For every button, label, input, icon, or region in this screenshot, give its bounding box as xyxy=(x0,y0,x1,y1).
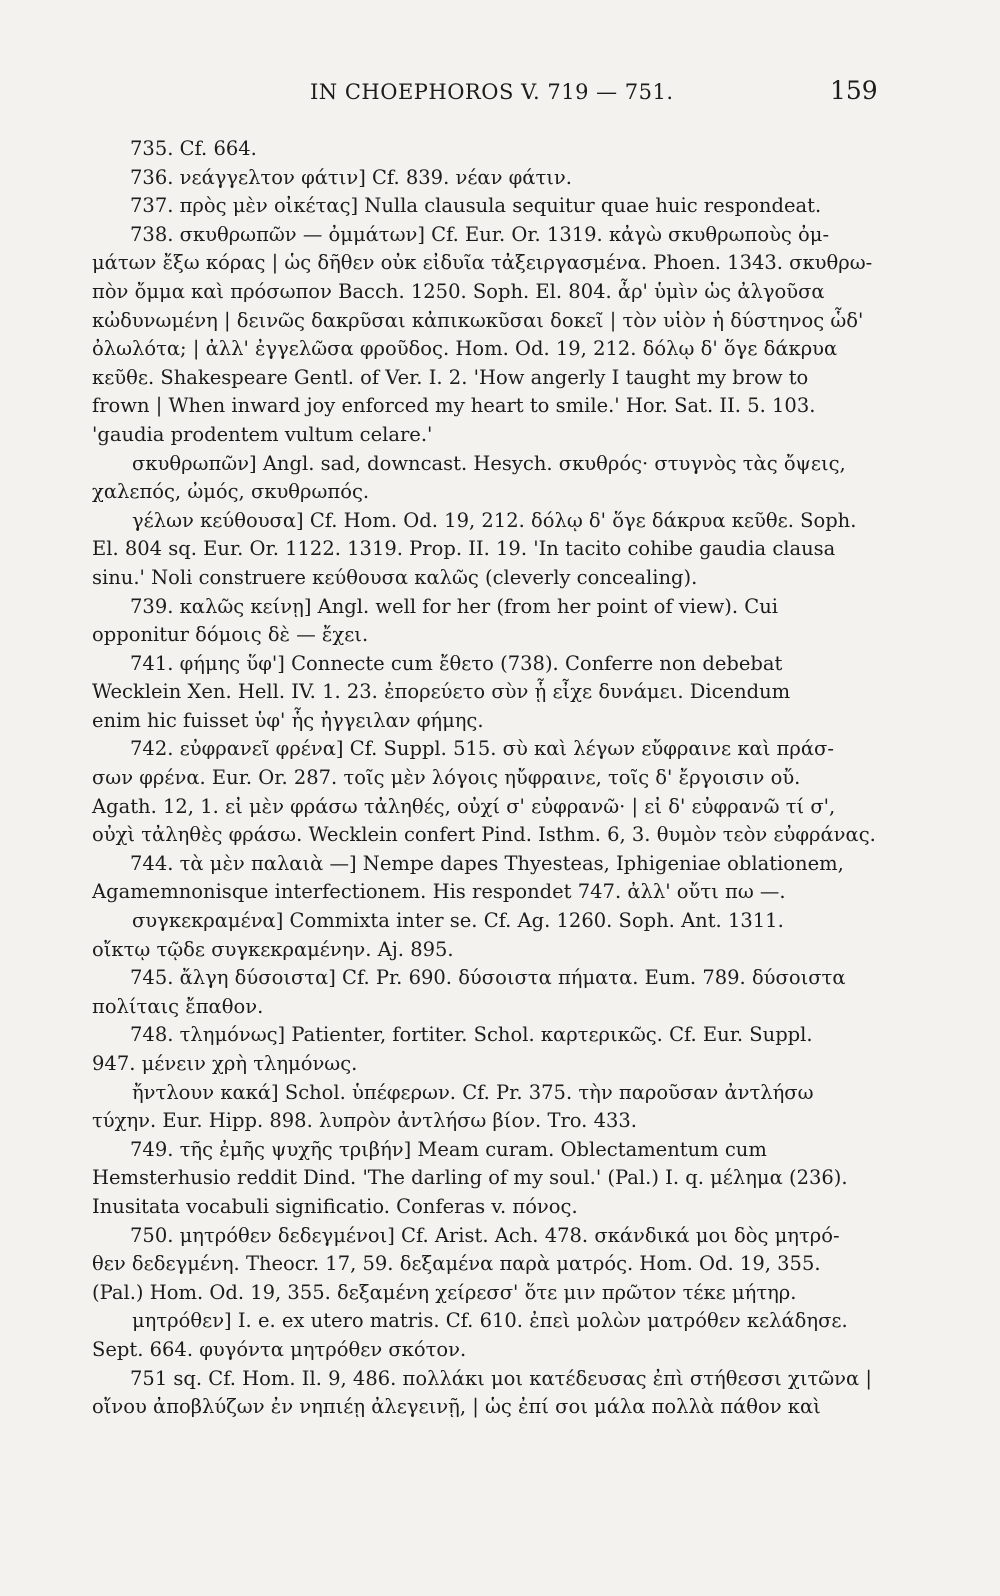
text-line: οἴνου ἀποβλύζων ἐν νηπιέῃ ἀλεγεινῇ, | ὡς ἐπί σοι μάλα πολλὰ πάθον καὶ xyxy=(92,1395,821,1419)
text-line: θεν δεδεγμένη. Theocr. 17, 59. δεξαμένα παρὰ ματρός. Hom. Od. 19, 355. xyxy=(92,1252,821,1276)
text-line: ἤντλουν κακά] Schol. ὑπέφερων. Cf. Pr. 375. τὴν παροῦσαν ἀντλήσω xyxy=(132,1080,814,1104)
text-line: συγκεκραμένα] Commixta inter se. Cf. Ag. 1260. Soph. Ant. 1311. xyxy=(132,909,784,933)
text-line: 745. ἄλγη δύσοιστα] Cf. Pr. 690. δύσοιστα πήματα. Eum. 789. δύσοιστα xyxy=(130,966,846,990)
text-line: 739. καλῶς κείνῃ] Angl. well for her (from her point of view). Cui xyxy=(130,594,778,618)
text-line: Agamemnonisque interfectionem. His respondet 747. ἀλλ' οὔτι πω —. xyxy=(92,880,786,904)
text-line: μάτων ἔξω κόρας | ὡς δῆθεν οὐκ εἰδυῖα τἀξειργασμένα. Phoen. 1343. σκυθρω- xyxy=(92,251,873,275)
text-line: Sept. 664. φυγόντα μητρόθεν σκότον. xyxy=(92,1337,467,1361)
commentary-text xyxy=(92,135,912,1422)
text-line: 735. Cf. 664. xyxy=(130,137,257,160)
running-head: IN CHOEPHOROS V. 719 — 751. xyxy=(310,80,674,104)
page-number: 159 xyxy=(830,76,878,105)
text-line: 748. τλημόνως] Patienter, fortiter. Schol. καρτερικῶς. Cf. Eur. Suppl. xyxy=(130,1023,813,1047)
text-line: El. 804 sq. Eur. Or. 1122. 1319. Prop. II. 19. 'In tacito cohibe gaudia clausa xyxy=(92,537,836,561)
text-line: σων φρένα. Eur. Or. 287. τοῖς μὲν λόγοις ηὔφραινε, τοῖς δ' ἔργοισιν οὔ. xyxy=(92,766,801,790)
text-line: enim hic fuisset ὑφ' ἧς ἠγγειλαν φήμης. xyxy=(92,708,484,732)
text-line: 741. φήμης ὕφ'] Connecte cum ἔθετο (738). Conferre non debebat xyxy=(130,651,783,675)
text-line: γέλων κεύθουσα] Cf. Hom. Od. 19, 212. δόλῳ δ' ὅγε δάκρυα κεῦθε. Soph. xyxy=(132,508,857,532)
text-line: χαλεπός, ὠμός, σκυθρωπός. xyxy=(92,480,370,504)
text-line: 742. εὐφρανεῖ φρένα] Cf. Suppl. 515. σὺ καὶ λέγων εὔφραινε καὶ πράσ- xyxy=(130,737,834,761)
text-line: Inusitata vocabuli significatio. Conferas v. πόνος. xyxy=(92,1194,578,1218)
text-line: frown | When inward joy enforced my heart to smile.' Hor. Sat. II. 5. 103. xyxy=(92,394,816,418)
text-line: σκυθρωπῶν] Angl. sad, downcast. Hesych. σκυθρός· στυγνὸς τὰς ὄψεις, xyxy=(132,451,846,475)
text-line: 737. πρὸς μὲν οἰκέτας] Nulla clausula sequitur quae huic respondeat. xyxy=(130,194,822,218)
text-line: 751 sq. Cf. Hom. Il. 9, 486. πολλάκι μοι κατέδευσας ἐπὶ στήθεσσι χιτῶνα | xyxy=(130,1366,872,1390)
text-line: οἴκτῳ τῷδε συγκεκραμένην. Aj. 895. xyxy=(92,937,454,961)
text-line: κεῦθε. Shakespeare Gentl. of Ver. I. 2. 'How angerly I taught my brow to xyxy=(92,365,809,389)
text-line: Agath. 12, 1. εἰ μὲν φράσω τἀληθές, οὐχί σ' εὐφρανῶ· | εἰ δ' εὐφρανῶ τί σ', xyxy=(92,794,836,818)
text-line: ὀλωλότα; | ἀλλ' ἐγγελῶσα φροῦδος. Hom. Od. 19, 212. δόλῳ δ' ὅγε δάκρυα xyxy=(92,337,838,361)
text-line: πὸν ὄμμα καὶ πρόσωπον Bacch. 1250. Soph. El. 804. ἆρ' ὑμὶν ὡς ἀλγοῦσα xyxy=(92,279,825,303)
text-line: 947. μένειν χρὴ τλημόνως. xyxy=(92,1052,358,1075)
text-line: 'gaudia prodentem vultum celare.' xyxy=(92,422,433,446)
text-line: οὐχὶ τἀληθὲς φράσω. Wecklein confert Pind. Isthm. 6, 3. θυμὸν τεὸν εὐφράνας. xyxy=(92,823,876,847)
text-line: opponitur δόμοις δὲ — ἔχει. xyxy=(92,623,369,647)
text-line: Wecklein Xen. Hell. IV. 1. 23. ἐπορεύετο σὺν ᾗ εἶχε δυνάμει. Dicendum xyxy=(92,680,791,704)
text-line: 744. τὰ μὲν παλαιὰ —] Nempe dapes Thyesteas, Iphigeniae oblationem, xyxy=(130,851,844,875)
text-line: 738. σκυθρωπῶν — ὀμμάτων] Cf. Eur. Or. 1319. κἀγὼ σκυθρωποὺς ὀμ- xyxy=(130,222,830,246)
text-line: τύχην. Eur. Hipp. 898. λυπρὸν ἀντλήσω βίον. Tro. 433. xyxy=(92,1109,637,1133)
text-line: 736. νεάγγελτον φάτιν] Cf. 839. νέαν φάτιν. xyxy=(130,165,572,189)
text-line: (Pal.) Hom. Od. 19, 355. δεξαμένη χείρεσσ' ὅτε μιν πρῶτον τέκε μήτηρ. xyxy=(92,1280,797,1304)
text-line: μητρόθεν] I. e. ex utero matris. Cf. 610. ἐπεὶ μολὼν ματρόθεν κελάδησε. xyxy=(132,1309,848,1333)
text-line: Hemsterhusio reddit Dind. 'The darling of my soul.' (Pal.) I. q. μέλημα (236). xyxy=(92,1166,848,1190)
text-line: 750. μητρόθεν δεδεγμένοι] Cf. Arist. Ach. 478. σκάνδικά μοι δὸς μητρό- xyxy=(130,1223,840,1247)
text-line: 749. τῆς ἐμῆς ψυχῆς τριβήν] Meam curam. Oblectamentum cum xyxy=(130,1137,767,1161)
text-line: sinu.' Noli construere κεύθουσα καλῶς (cleverly concealing). xyxy=(92,565,698,589)
text-line: κὠδυνωμένη | δεινῶς δακρῦσαι κἀπικωκῦσαι δοκεῖ | τὸν υἱὸν ἡ δύστηνος ὧδ' xyxy=(92,308,864,332)
text-line: πολίταις ἔπαθον. xyxy=(92,994,264,1018)
